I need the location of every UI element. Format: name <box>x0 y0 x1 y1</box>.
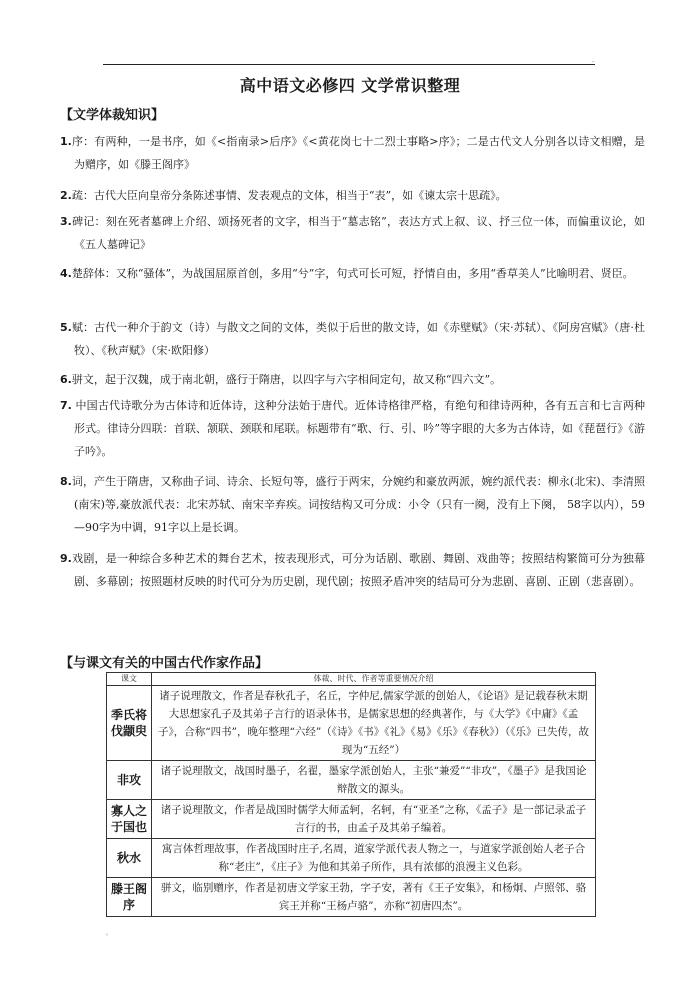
genre-item <box>60 316 645 362</box>
genre-text: 楚辞体：又称“骚体”，为战国屈原首创，多用“兮”字，句式可长可短，抒情自由，多用“香草美人”比喻明君、贤臣。 <box>71 267 634 280</box>
genre-number: 7. <box>60 399 72 412</box>
genre-item <box>60 210 645 256</box>
lesson-name: 秋水 <box>107 839 152 878</box>
genre-item <box>60 184 645 207</box>
lesson-name: 非攻 <box>107 761 152 800</box>
table-row <box>107 686 596 761</box>
works-table <box>106 672 596 917</box>
genre-number: 9. <box>60 552 72 565</box>
genre-number: 1. <box>60 135 72 148</box>
lesson-details: 诸子说理散文，作者是春秋孔子，名丘，字仲尼,儒家学派的创始人，《论语》是记载春秋末期大思想家孔子及其弟子言行的语录体书，是儒家思想的经典著作，与《大学》《中庸》《孟子》，合称“四书”，晚年整理“六经”（《诗》《书》《礼》《易》《乐》《春秋》）（《乐》已失传，故现为“五经”） <box>152 686 596 761</box>
genre-item <box>60 547 645 593</box>
header-rule <box>103 64 595 65</box>
genre-text: 碑记：刻在死者墓碑上介绍、颂扬死者的文字，相当于“墓志铭”，表达方式上叙、议、抒三位一体，而偏重议论，如《五人墓碑记》 <box>71 215 645 251</box>
genre-text: 词，产生于隋唐，又称曲子词、诗余、长短句等，盛行于两宋，分婉约和豪放两派，婉约派代表：柳永(北宋)、李清照(南宋)等,豪放派代表：北宋苏轼、南宋辛弃疾。词按结构又可分成：小令（只有一阕，没有上下阕， 58字以内），59—90字为中调，91字以上是长调。 <box>71 475 645 534</box>
lesson-details: 诸子说理散文，作者是战国时儒学大师孟轲，名轲，有“亚圣”之称，《孟子》是一部记录孟子言行的书，由孟子及其弟子编着。 <box>152 800 596 839</box>
lesson-details: 诸子说理散文，战国时墨子，名翟，墨家学派创始人，主张“兼爱”“非攻”，《墨子》是我国论辩散文的源头。 <box>152 761 596 800</box>
genre-number: 2. <box>60 189 72 202</box>
genre-text: 序：有两种，一是书序，如《<指南录>后序》《<黄花岗七十二烈士事略>序》；二是古代文人分别各以诗文相赠，是为赠序，如《滕王阁序》 <box>71 135 645 171</box>
lesson-details: 骈文，临别赠序，作者是初唐文学家王勃，字子安，著有《王子安集》，和杨炯、卢照邻、骆宾王并称“王杨卢骆”，亦称“初唐四杰”。 <box>152 878 596 917</box>
genre-number: 6. <box>60 373 72 386</box>
lesson-name: 滕王阁序 <box>107 878 152 917</box>
footer-mark: ' <box>106 933 108 941</box>
genres-heading: 【文学体裁知识】 <box>60 108 165 123</box>
table-row <box>107 800 596 839</box>
genre-number: 4. <box>60 267 72 280</box>
page-title: 高中语文必修四 文学常识整理 <box>239 76 461 95</box>
table-row <box>107 839 596 878</box>
genre-text: 戏剧，是一种综合多种艺术的舞台艺术，按表现形式，可分为话剧、歌剧、舞剧、戏曲等；按照结构繁简可分为独幕剧、多幕剧；按照题材反映的时代可分为历史剧，现代剧；按照矛盾冲突的结局可分为悲剧、喜剧、正剧（悲喜剧）。 <box>71 552 645 588</box>
genre-text: 疏：古代大臣向皇帝分条陈述事情、发表观点的文体，相当于“表”，如《谏太宗十思疏》。 <box>71 189 507 202</box>
table-header-row <box>107 673 596 686</box>
column-header-lesson: 课文 <box>107 673 152 686</box>
genre-item <box>60 130 645 176</box>
table-row <box>107 761 596 800</box>
genre-text: 骈文，起于汉魏，成于南北朝，盛行于隋唐，以四字与六字相间定句，故又称“四六文”。 <box>71 373 502 386</box>
table-row <box>107 878 596 917</box>
genre-text: 赋：古代一种介于韵文（诗）与散文之间的文体，类似于后世的散文诗，如《赤壁赋》（宋·苏轼）、《阿房宫赋》（唐·杜牧）、《秋声赋》（宋·欧阳修） <box>71 321 645 357</box>
works-heading: 【与课文有关的中国古代作家作品】 <box>60 656 269 671</box>
genre-item <box>60 368 645 391</box>
lesson-name: 寡人之于国也 <box>107 800 152 839</box>
column-header-details: 体裁、时代、作者等重要情况介绍 <box>152 673 596 686</box>
genre-text: 中国古代诗歌分为古体诗和近体诗，这种分法始于唐代。近体诗格律严格，有绝句和律诗两种，各有五言和七言两种形式。律诗分四联：首联、颔联、颈联和尾联。标题带有“歌、行、引、吟”等字眼的大多为古体诗，如《琵琶行》《游子吟》。 <box>71 399 645 458</box>
lesson-name: 季氏将伐颛臾 <box>107 686 152 761</box>
genre-item <box>60 394 645 463</box>
genre-number: 3. <box>60 215 72 228</box>
header-mark: . <box>592 56 595 64</box>
genre-item <box>60 470 645 539</box>
lesson-details: 寓言体哲理故事，作者战国时庄子,名周，道家学派代表人物之一，与道家学派创始人老子合称“老庄”，《庄子》为他和其弟子所作，具有浓郁的浪漫主义色彩。 <box>152 839 596 878</box>
genre-number: 8. <box>60 475 72 488</box>
genre-number: 5. <box>60 321 72 334</box>
genre-item <box>60 262 645 285</box>
